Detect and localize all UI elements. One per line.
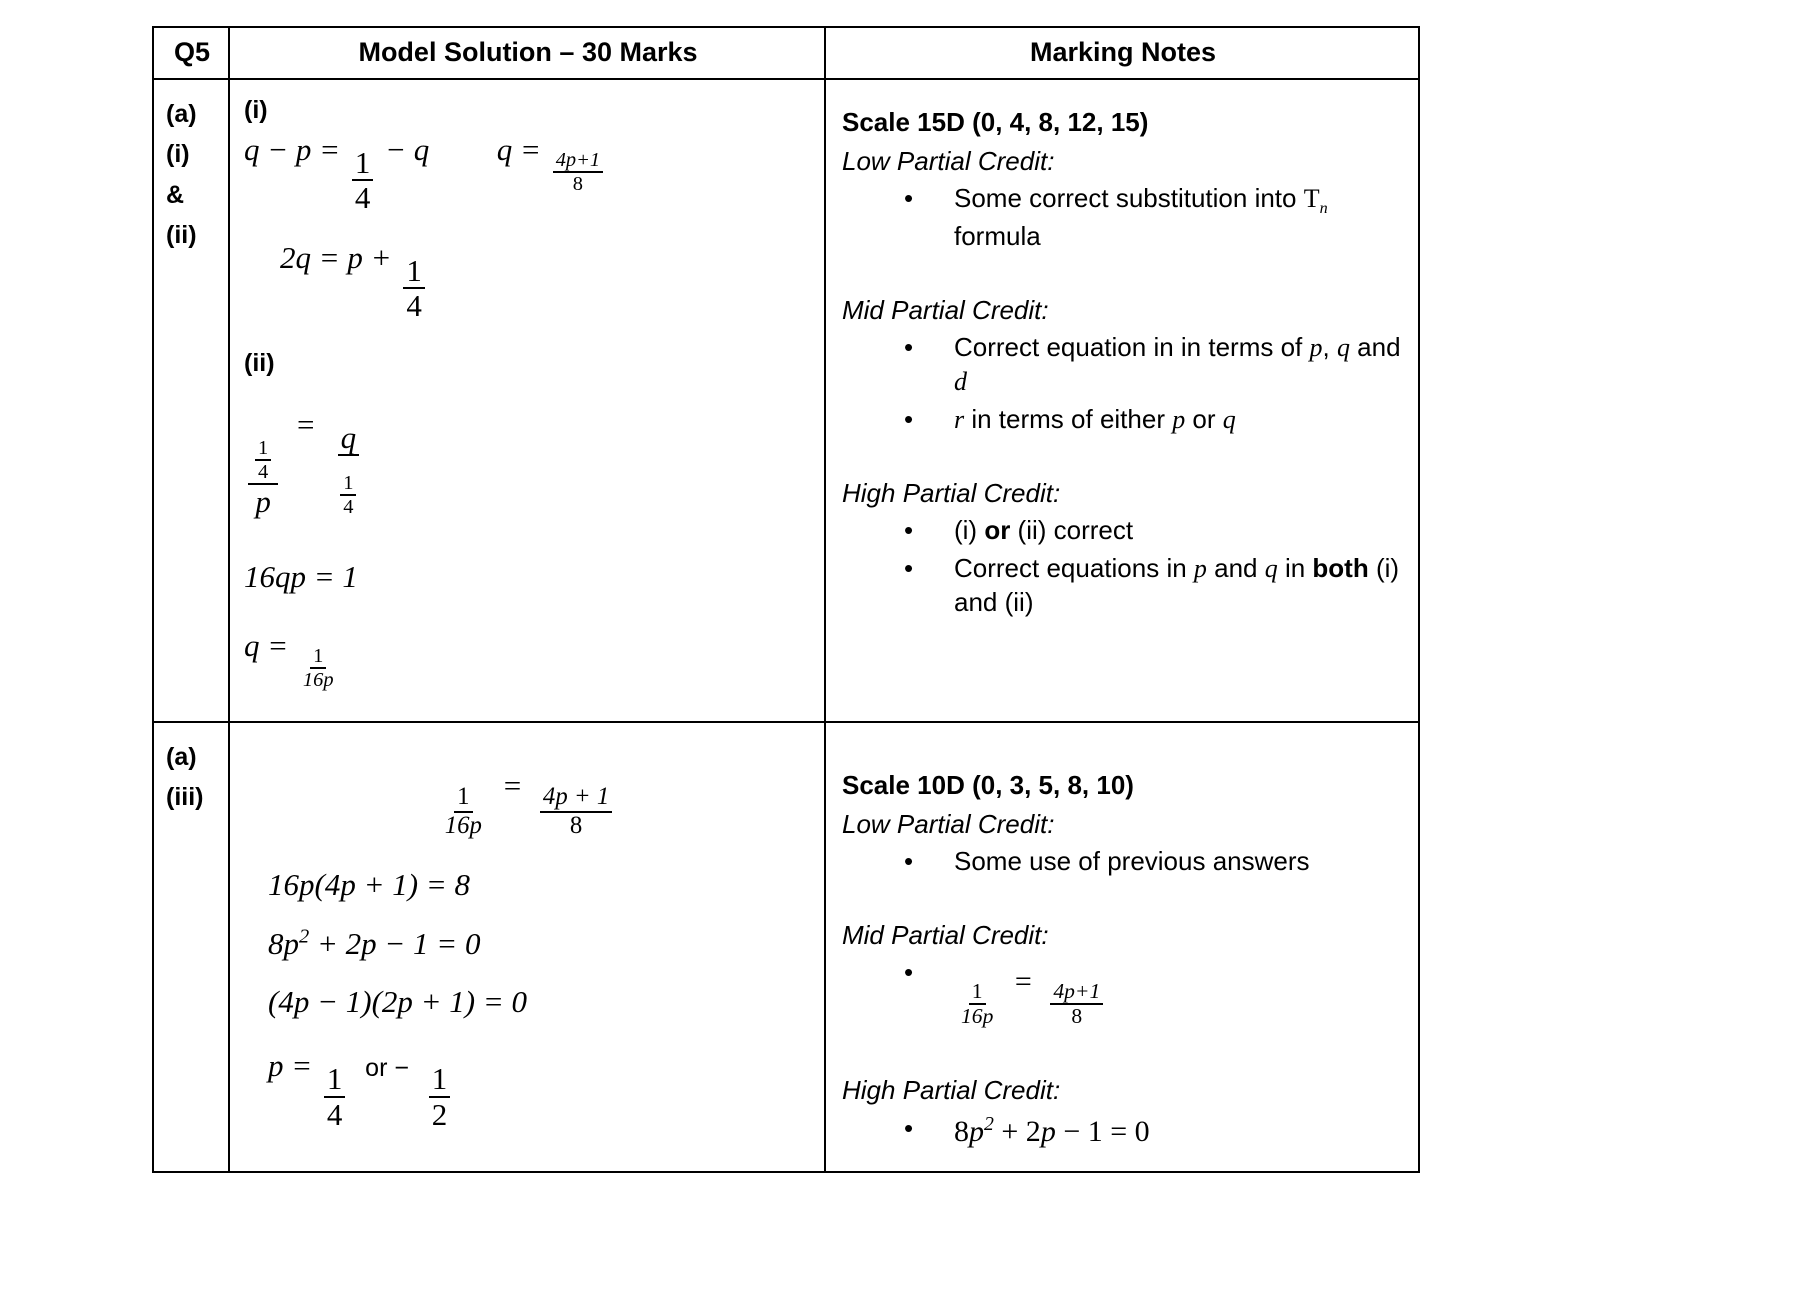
equation-text: 16p(4p + 1) = 8	[268, 866, 470, 902]
bullet-icon: •	[904, 1112, 914, 1143]
fraction-numerator: 4p + 1	[540, 784, 612, 813]
fraction-one-quarter	[255, 437, 271, 483]
list-item-math	[954, 965, 1107, 1029]
list-item	[842, 331, 1402, 399]
bullet-icon: •	[904, 404, 914, 435]
high-partial-credit-list	[842, 514, 1402, 619]
mid-partial-credit-label: Mid Partial Credit:	[842, 920, 1049, 951]
bullet-icon: •	[904, 846, 914, 877]
equation-line	[244, 985, 810, 1019]
fraction-denominator: 4	[406, 288, 422, 324]
mid-partial-credit-label: Mid Partial Credit:	[842, 295, 1049, 326]
list-item-text: Some correct substitution into $T_n$ formula	[954, 183, 1328, 252]
nested-fraction-right	[333, 421, 363, 519]
fraction-denominator: 8	[1071, 1004, 1083, 1029]
marking-notes-row1	[825, 79, 1419, 722]
fraction-one-over-16p	[442, 784, 485, 840]
equation-text: − q	[385, 131, 430, 167]
fraction-denominator: 16p	[961, 1004, 994, 1029]
q-line: (a)	[166, 742, 197, 771]
mid-partial-credit-list	[842, 331, 1402, 436]
low-partial-credit-label: Low Partial Credit:	[842, 146, 1055, 177]
fraction-numerator: 1	[352, 146, 374, 181]
fraction-numerator: 1	[340, 472, 356, 496]
fraction-denominator: 8	[572, 172, 584, 195]
marking-notes-row2	[825, 722, 1419, 1172]
equation-line	[244, 769, 810, 840]
fraction-numerator: 4p+1	[1050, 980, 1103, 1005]
equation-line	[244, 241, 810, 323]
model-solution-row1	[229, 79, 825, 722]
header-model-solution: Model Solution – 30 Marks	[229, 27, 825, 79]
equation-text: $8p^2 + 2p - 1 = 0$	[268, 925, 481, 962]
question-part-label-row2	[153, 722, 229, 1172]
q-line: (i)	[166, 140, 190, 169]
low-partial-credit-label: Low Partial Credit:	[842, 809, 1055, 840]
fraction-numerator: 1	[324, 1062, 346, 1097]
fraction-numerator: 1	[403, 254, 425, 289]
equation-text: 16qp = 1	[244, 559, 358, 595]
equation-line	[244, 1049, 810, 1131]
header-question: Q5	[153, 27, 229, 79]
list-item-text: Correct equation in in terms of p, q and d	[954, 332, 1401, 397]
inline-math: $T_n$	[1303, 184, 1328, 218]
q-line: (iii)	[166, 783, 204, 812]
equation-line	[244, 133, 810, 215]
fraction-numerator: 1	[255, 437, 271, 461]
model-solution-row2	[229, 722, 825, 1172]
list-item-text: r in terms of either p or q	[954, 404, 1236, 435]
q-line: (a)	[166, 99, 197, 128]
question-part-label-row1	[153, 79, 229, 722]
fraction-denominator: 4	[354, 180, 371, 216]
fraction-denominator: 2	[431, 1096, 448, 1132]
equation-line	[244, 629, 810, 691]
table-row	[153, 79, 1419, 722]
list-item	[842, 1112, 1402, 1151]
table-row	[153, 722, 1419, 1172]
fraction-one-over-16p	[300, 645, 337, 691]
equals-sign: =	[1014, 965, 1032, 999]
equation-text: p =	[268, 1048, 313, 1084]
fraction-denominator: 16p	[444, 811, 482, 839]
fraction-numerator: 1	[310, 645, 326, 669]
fraction-one-half	[429, 1062, 451, 1131]
list-item-text: (i) or (ii) correct	[954, 515, 1134, 546]
fraction-numerator: 1	[454, 784, 472, 813]
fraction-numerator	[248, 421, 278, 485]
nested-fraction-left	[248, 421, 278, 519]
high-partial-credit-label: High Partial Credit:	[842, 477, 1061, 508]
fraction-one-quarter	[324, 1062, 346, 1131]
list-item	[842, 182, 1402, 254]
list-item-math: $8p^2 + 2p - 1 = 0$	[954, 1112, 1150, 1148]
fraction-numerator: 1	[429, 1062, 451, 1097]
list-item	[842, 552, 1402, 620]
list-item	[842, 956, 1402, 1034]
equation-line	[244, 868, 810, 902]
fraction-denominator: 4	[326, 1096, 343, 1132]
equation-line-nested-fraction	[244, 408, 810, 519]
list-item	[842, 514, 1402, 548]
equation-text: (4p − 1)(2p + 1) = 0	[268, 984, 528, 1020]
q-line: &	[166, 180, 185, 209]
fraction-one-quarter	[352, 146, 374, 215]
equation-text: q − p =	[244, 131, 341, 167]
equation-text: q =	[496, 131, 541, 167]
header-marking-notes: Marking Notes	[825, 27, 1419, 79]
equals-sign: =	[503, 767, 522, 803]
high-partial-credit-list	[842, 1112, 1402, 1151]
equation-text: 2q = p +	[280, 239, 392, 275]
bullet-icon: •	[904, 515, 914, 546]
fraction-numerator: 1	[969, 980, 986, 1005]
mid-partial-credit-list	[842, 956, 1402, 1034]
fraction-denominator: 16p	[302, 668, 334, 691]
equation-line	[244, 560, 810, 594]
fraction-one-quarter	[403, 254, 425, 323]
fraction-denominator: 8	[569, 811, 583, 839]
fraction-one-over-16p	[958, 980, 996, 1029]
solution-part-tag-ii: (ii)	[244, 348, 275, 377]
list-item-text: Correct equations in p and q in both (i) and (ii)	[954, 552, 1400, 617]
high-partial-credit-label: High Partial Credit:	[842, 1075, 1061, 1106]
fraction-denominator: 4	[343, 496, 354, 519]
equation-text: or −	[365, 1054, 409, 1083]
bullet-icon: •	[904, 332, 914, 363]
fraction-4p-plus-1-over-8	[553, 149, 603, 195]
list-item	[842, 845, 1402, 879]
fraction-4p-plus-1-over-8	[540, 784, 612, 840]
solution-part-tag-i: (i)	[244, 95, 268, 124]
low-partial-credit-list	[842, 182, 1402, 254]
low-partial-credit-list	[842, 845, 1402, 879]
equals-sign: =	[296, 406, 315, 442]
fraction-denominator: 4	[258, 460, 269, 483]
list-item	[842, 403, 1402, 437]
fraction-numerator: 4p+1	[553, 149, 603, 173]
scale-label: Scale 15D (0, 4, 8, 12, 15)	[842, 106, 1149, 137]
list-item-text: Some use of previous answers	[954, 846, 1310, 877]
fraction-one-quarter	[340, 472, 356, 518]
fraction-4p-plus-1-over-8	[1050, 980, 1103, 1029]
bullet-icon: •	[904, 552, 914, 583]
bullet-icon: •	[904, 183, 914, 214]
table-header-row	[153, 27, 1419, 79]
marking-scheme-table	[152, 26, 1420, 1173]
fraction-denominator: p	[255, 483, 271, 519]
fraction-numerator: q	[338, 421, 360, 456]
equation-line	[244, 926, 810, 961]
q-line: (ii)	[166, 221, 197, 250]
fraction-denominator	[333, 456, 363, 518]
scale-label: Scale 10D (0, 3, 5, 8, 10)	[842, 769, 1134, 800]
equation-text: q =	[244, 627, 289, 663]
bullet-icon: •	[904, 957, 914, 988]
